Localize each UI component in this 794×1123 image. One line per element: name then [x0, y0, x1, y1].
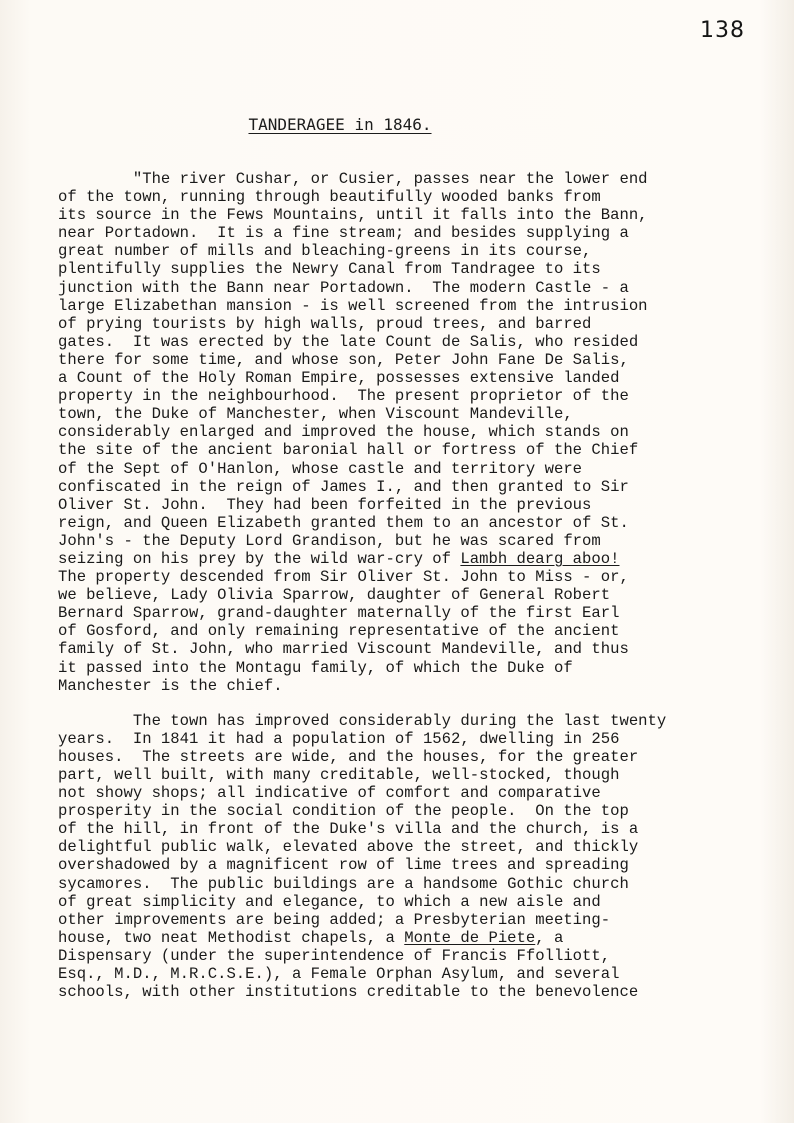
text-line: not showy shops; all indicative of comfort and comparative — [58, 784, 601, 803]
text-line: it passed into the Montagu family, of which the Duke of — [58, 658, 573, 677]
text-line: Bernard Sparrow, grand-daughter maternally of the first Earl — [58, 604, 620, 623]
text-line: a Count of the Holy Roman Empire, possesses extensive landed — [58, 369, 620, 388]
text-line: years. In 1841 it had a population of 1562, dwelling in 256 — [58, 729, 620, 748]
text-line: considerably enlarged and improved the house, which stands on — [58, 423, 629, 442]
text-line: plentifully supplies the Newry Canal from Tandragee to its — [58, 260, 601, 279]
text-line — [58, 550, 768, 568]
text-line: near Portadown. It is a fine stream; and besides supplying a — [58, 224, 629, 243]
text-line: schools, with other institutions creditable to the benevolence — [58, 983, 639, 1002]
text-line: of Gosford, and only remaining representative of the ancient — [58, 622, 620, 641]
text-line: of the hill, in front of the Duke's villa and the church, is a — [58, 820, 639, 839]
text-line: we believe, Lady Olivia Sparrow, daughter of General Robert — [58, 586, 611, 605]
war-cry-phrase: Lambh dearg aboo! — [460, 549, 620, 568]
text-line: its source in the Fews Mountains, until it falls into the Bann, — [58, 206, 648, 225]
text-segment: , a — [535, 928, 564, 947]
text-line: gates. It was erected by the late Count de Salis, who resided — [58, 332, 639, 351]
text-segment: house, two neat Methodist chapels, a — [58, 928, 405, 947]
page-number: 138 — [700, 18, 745, 43]
text-line — [58, 929, 768, 947]
text-line: other improvements are being added; a Presbyterian meeting- — [58, 910, 611, 929]
text-line: large Elizabethan mansion - is well screened from the intrusion — [58, 296, 648, 315]
text-line: The town has improved considerably during the last twenty — [58, 711, 667, 730]
text-line: there for some time, and whose son, Peter John Fane De Salis, — [58, 350, 629, 369]
text-line: The property descended from Sir Oliver St. John to Miss - or, — [58, 568, 629, 587]
text-line: town, the Duke of Manchester, when Viscount Mandeville, — [58, 405, 573, 424]
text-line: prosperity in the social condition of the people. On the top — [58, 802, 629, 821]
paragraph-1 — [58, 170, 768, 695]
monte-de-piete-phrase: Monte de Piete — [404, 928, 536, 947]
text-line: Oliver St. John. They had been forfeited in the previous — [58, 495, 592, 514]
paragraph-spacer — [58, 695, 768, 712]
text-line: of great simplicity and elegance, to which a new aisle and — [58, 892, 601, 911]
text-line: confiscated in the reign of James I., and then granted to Sir — [58, 477, 629, 496]
text-line: sycamores. The public buildings are a handsome Gothic church — [58, 874, 629, 893]
text-line: property in the neighbourhood. The present proprietor of the — [58, 387, 629, 406]
text-line: Manchester is the chief. — [58, 676, 283, 695]
text-line: the site of the ancient baronial hall or fortress of the Chief — [58, 441, 639, 460]
text-line: delightful public walk, elevated above the street, and thickly — [58, 838, 639, 857]
text-line: Dispensary (under the superintendence of Francis Ffolliott, — [58, 946, 611, 965]
text-line: of prying tourists by high walls, proud trees, and barred — [58, 314, 592, 333]
document-body — [58, 170, 768, 1001]
text-line: of the Sept of O'Hanlon, whose castle and territory were — [58, 459, 583, 478]
text-line: John's - the Deputy Lord Grandison, but he was scared from — [58, 531, 601, 550]
text-segment: seizing on his prey by the wild war-cry of — [58, 549, 461, 568]
text-line: of the town, running through beautifully wooded banks from — [58, 188, 601, 207]
document-title: TANDERAGEE in 1846. — [248, 115, 432, 134]
text-line: junction with the Bann near Portadown. The modern Castle - a — [58, 278, 629, 297]
text-line: family of St. John, who married Viscount Mandeville, and thus — [58, 640, 629, 659]
text-line: part, well built, with many creditable, well-stocked, though — [58, 766, 620, 784]
text-line: Esq., M.D., M.R.C.S.E.), a Female Orphan Asylum, and several — [58, 965, 620, 984]
text-line: houses. The streets are wide, and the houses, for the greater — [58, 747, 639, 766]
text-line: overshadowed by a magnificent row of lime trees and spreading — [58, 856, 629, 875]
text-line: "The river Cushar, or Cusier, passes near the lower end — [58, 170, 648, 188]
paragraph-2 — [58, 712, 768, 1002]
text-line: great number of mills and bleaching-greens in its course, — [58, 242, 592, 261]
text-line: reign, and Queen Elizabeth granted them to an ancestor of St. — [58, 513, 629, 532]
